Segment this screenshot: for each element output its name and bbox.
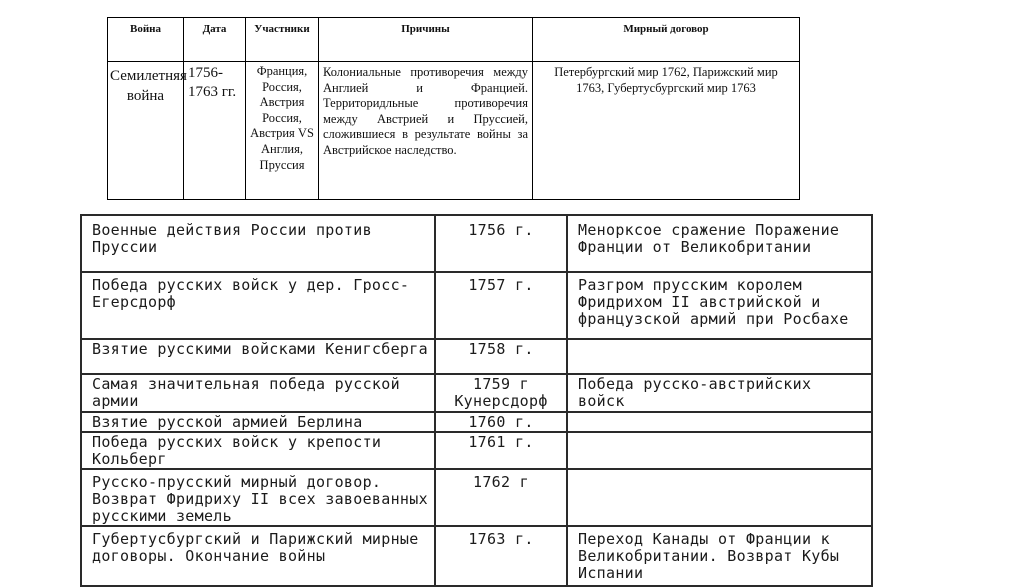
note-cell — [567, 469, 872, 526]
header-causes: Причины — [319, 18, 533, 62]
war-treaty-cell: Петербургский мир 1762, Парижский мир 1763, Губертусбургский мир 1763 — [533, 62, 800, 200]
year-cell: 1757 г. — [435, 272, 567, 339]
table-row — [81, 374, 872, 412]
note-cell: Переход Канады от Франции к Великобритании. Возврат Кубы Испании — [567, 526, 872, 586]
header-participants: Участники — [246, 18, 319, 62]
table-row — [81, 526, 872, 586]
event-cell: Взятие русской армией Берлина — [81, 412, 435, 432]
note-cell — [567, 339, 872, 374]
event-cell: Русско-прусский мирный договор. Возврат Фридриху II всех завоеванных русскими земель — [81, 469, 435, 526]
header-treaty: Мирный договор — [533, 18, 800, 62]
war-table-row — [108, 62, 800, 200]
year-cell: 1756 г. — [435, 215, 567, 272]
table-row — [81, 412, 872, 432]
event-cell: Губертусбургский и Парижский мирные договоры. Окончание войны — [81, 526, 435, 586]
event-cell: Победа русских войск у крепости Кольберг — [81, 432, 435, 469]
year-cell: 1758 г. — [435, 339, 567, 374]
table-row — [81, 432, 872, 469]
events-table — [80, 214, 873, 587]
war-participants-cell: Франция, Россия, Австрия Россия, Австрия VS Англия, Пруссия — [246, 62, 319, 200]
war-causes-cell: Колониальные противоречия между Англией и Францией. Территоридльные противоречия между Австрией и Пруссией, сложившиеся в результате войны за Австрийское наследство. — [319, 62, 533, 200]
year-cell: 1763 г. — [435, 526, 567, 586]
year-cell: 1761 г. — [435, 432, 567, 469]
event-cell: Военные действия России против Пруссии — [81, 215, 435, 272]
year-cell: 1762 г — [435, 469, 567, 526]
header-war: Война — [108, 18, 184, 62]
table-row — [81, 339, 872, 374]
note-cell: Менорксое сражение Поражение Франции от Великобритании — [567, 215, 872, 272]
event-cell: Самая значительная победа русской армии — [81, 374, 435, 412]
header-date: Дата — [184, 18, 246, 62]
table-row — [81, 272, 872, 339]
table-row — [81, 469, 872, 526]
note-cell — [567, 412, 872, 432]
table-row — [81, 215, 872, 272]
war-date-cell: 1756-1763 гг. — [184, 62, 246, 200]
year-cell: 1759 г Кунерсдорф — [435, 374, 567, 412]
note-cell: Разгром прусским королем Фридрихом II австрийской и французской армий при Росбахе — [567, 272, 872, 339]
note-cell: Победа русско-австрийских войск — [567, 374, 872, 412]
war-name-cell: Семилетняя война — [108, 62, 184, 200]
war-summary-table — [107, 17, 800, 200]
note-cell — [567, 432, 872, 469]
year-cell: 1760 г. — [435, 412, 567, 432]
event-cell: Победа русских войск у дер. Гросс-Егерсдорф — [81, 272, 435, 339]
war-table-header-row — [108, 18, 800, 62]
event-cell: Взятие русскими войсками Кенигсберга — [81, 339, 435, 374]
